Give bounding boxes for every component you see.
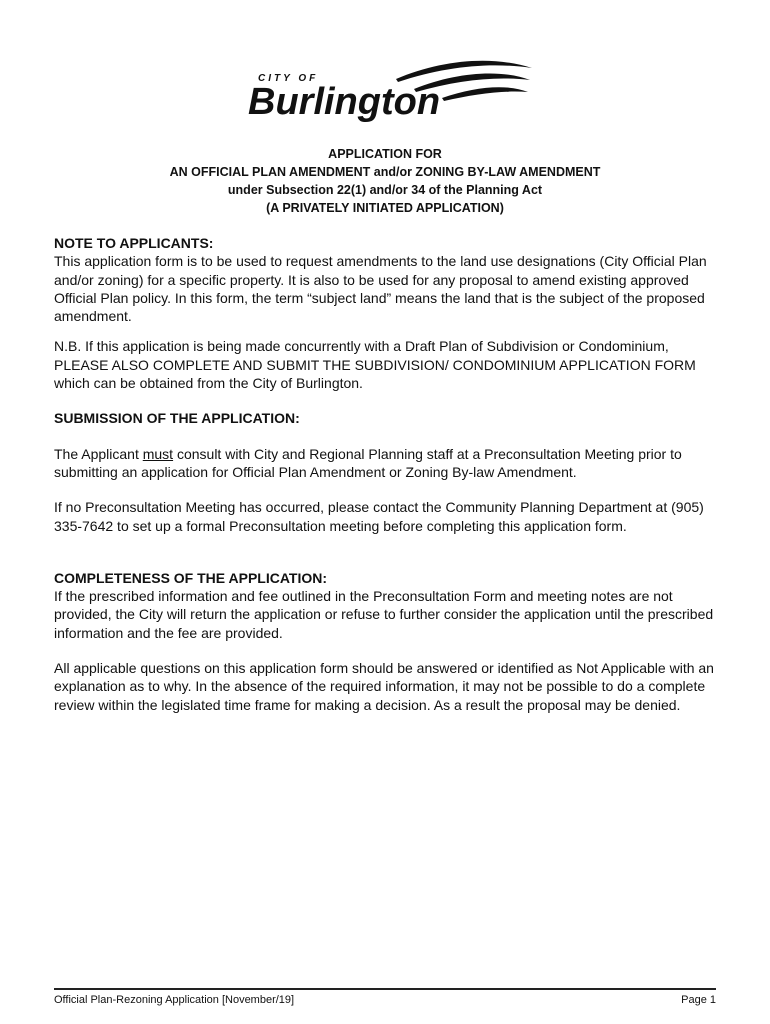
title-line-1: APPLICATION FOR: [328, 147, 442, 161]
must-emphasis: must: [142, 445, 174, 462]
city-logo: [246, 52, 536, 132]
document-body: [54, 234, 724, 714]
submission-text-a: The Applicant: [54, 445, 143, 462]
completeness-paragraph-2: All applicable questions on this application form should be answered or identified as Not Applicable with an explanation as to why. In the absence of the required information, it may not be possible to do a complete review within the legislated time frame for making a decision. As a result the proposal may be denied.: [54, 660, 714, 713]
completeness-heading: COMPLETENESS OF THE APPLICATION:: [54, 569, 328, 586]
logo-city-of: CITY OF: [258, 73, 319, 84]
page-footer: [54, 988, 716, 1006]
submission-paragraph-2: If no Preconsultation Meeting has occurred, please contact the Community Planning Department at (905) 335-7642 to set up a formal Preconsultation meeting before completing this application form.: [54, 499, 704, 534]
submission-heading: SUBMISSION OF THE APPLICATION:: [54, 410, 300, 427]
submission-text-b: consult with City and Regional Planning staff at a Preconsultation Meeting prior to submitting an application for Official Plan Amendment or Zoning By-law Amendment.: [54, 445, 682, 480]
title-line-2: AN OFFICIAL PLAN AMENDMENT and/or ZONING BY-LAW AMENDMENT: [169, 165, 601, 179]
footer-page-number: Page 1: [681, 994, 716, 1006]
form-title: [0, 145, 770, 217]
note-heading: NOTE TO APPLICANTS:: [54, 235, 214, 251]
note-paragraph-2: N.B. If this application is being made concurrently with a Draft Plan of Subdivision or Condominium, PLEASE ALSO COMPLETE AND SUBMIT THE SUBDIVISION/ CONDOMINIUM APPLICATION FORM which can be obtained from the City of Burlington.: [54, 338, 696, 392]
submission-paragraph-1: [54, 445, 724, 482]
burlington-logo-icon: [246, 52, 536, 132]
note-paragraph-1: This application form is to be used to request amendments to the land use designations (City Official Plan and/or zoning) for a specific property. It is also to be used for any proposal to amend existing approved Official Plan policy. In this form, the term “subject land” means the land that is the subject of the proposed amendment.: [54, 253, 707, 325]
title-line-4: (A PRIVATELY INITIATED APPLICATION): [266, 201, 504, 215]
logo-name: Burlington: [248, 81, 441, 123]
footer-form-name: Official Plan-Rezoning Application [November/19]: [54, 994, 295, 1006]
completeness-paragraph-1: If the prescribed information and fee outlined in the Preconsultation Form and meeting notes are not provided, the City will return the application or refuse to further consider the application until the prescribed information and the fee are provided.: [54, 588, 714, 641]
title-line-3: under Subsection 22(1) and/or 34 of the Planning Act: [227, 183, 543, 197]
